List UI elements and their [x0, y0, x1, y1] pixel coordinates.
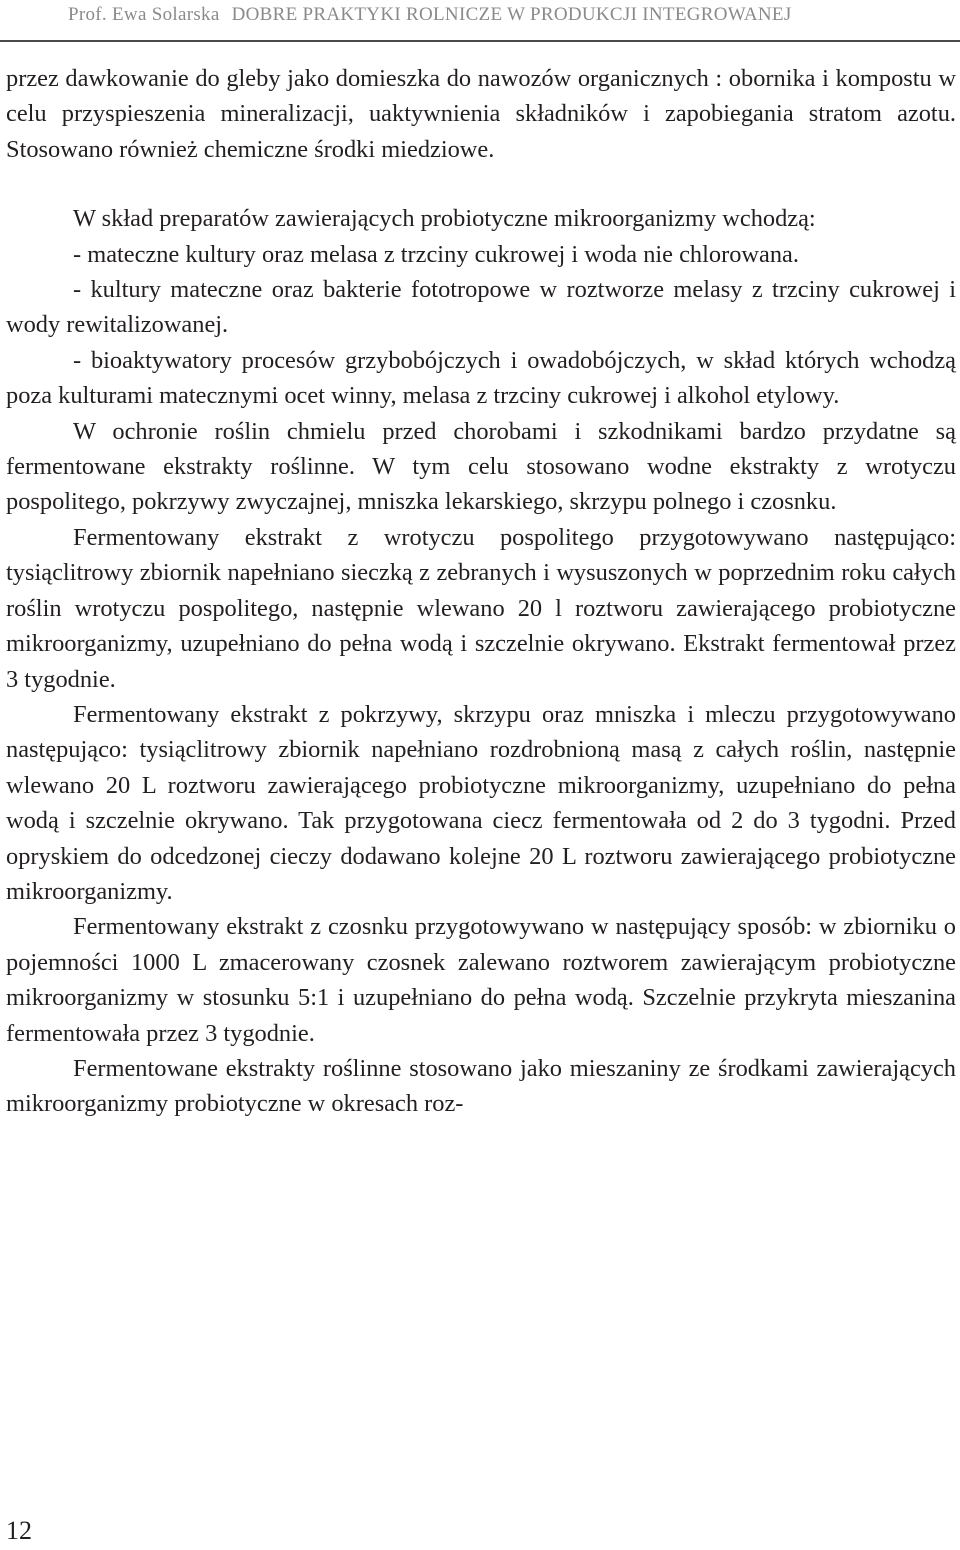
- paragraph-preparations-intro: W skład preparatów zawierających probiotyczne mikroorganizmy wchodzą:: [73, 205, 816, 233]
- page-number: 12: [6, 1516, 32, 1545]
- body-text: [6, 61, 956, 1122]
- paragraph-hop-protection: W ochronie roślin chmielu przed chorobami i szkodnikami bardzo przydatne są fermentowane ekstrakty roślinne. W tym celu stosowano wodne ekstrakty z wrotyczu pospolitego, pokrzywy zwyczajnej, mniszka lekarskiego, skrzypu polnego i czosnku.: [6, 417, 956, 516]
- list-item-bioactivators: - bioaktywatory procesów grzybobójczych i owadobójczych, w skład których wchodzą poza kulturami matecznymi ocet winny, melasa z trzciny cukrowej i alkohol etylowy.: [6, 346, 956, 410]
- paragraph-garlic-extract: Fermentowany ekstrakt z czosnku przygotowywano w następujący sposób: w zbiorniku o pojemności 1000 L zmacerowany czosnek zalewano roztworem zawierającym probiotyczne mikroorganizmy w stosunku 5:1 i uzupełniano do pełna wodą. Szczelnie przykryta mieszanina fermentowała przez 3 tygodnie.: [6, 913, 956, 1047]
- paragraph-mixtures: Fermentowane ekstrakty roślinne stosowano jako mieszaniny ze środkami zawierających mikroorganizmy probiotyczne w okresach roz-: [6, 1054, 956, 1118]
- paragraph-continuation: przez dawkowanie do gleby jako domieszka do nawozów organicznych : obornika i kompostu w celu przyspieszenia mineralizacji, uaktywnienia składników i zapobiegania stratom azotu. Stosowano również chemiczne środki miedziowe.: [6, 65, 956, 163]
- list-item-mother-cultures: - mateczne kultury oraz melasa z trzciny cukrowej i woda nie chlorowana.: [73, 240, 799, 268]
- header-author: Prof. Ewa Solarska: [68, 4, 220, 25]
- paragraph-tansy-extract: Fermentowany ekstrakt z wrotyczu pospolitego przygotowywano następująco: tysiąclitrowy zbiornik napełniano sieczką z zebranych i wysuszonych w poprzednim roku całych roślin wrotyczu pospolitego, następnie wlewano 20 l roztworu zawierającego probiotyczne mikroorganizmy, uzupełniano do pełna wodą i szczelnie okrywano. Ekstrakt fermentował przez 3 tygodnie.: [6, 523, 956, 693]
- running-header: [68, 3, 960, 27]
- paragraph-nettle-extract: Fermentowany ekstrakt z pokrzywy, skrzypu oraz mniszka i mleczu przygotowywano następująco: tysiąclitrowy zbiornik napełniano rozdrobnioną masą z całych roślin, następnie wlewano 20 L roztworu zawierającego probiotyczne mikroorganizmy, uzupełniano do pełna wodą i szczelnie okrywano. Tak przygotowana ciecz fermentowała od 2 do 3 tygodni. Przed opryskiem do odcedzonej cieczy dodawano kolejne 20 L roztworu zawierającego probiotyczne mikroorganizmy.: [6, 700, 956, 905]
- list-item-phototropic-bacteria: - kultury mateczne oraz bakterie fototropowe w roztworze melasy z trzciny cukrowej i wody rewitalizowanej.: [6, 276, 956, 339]
- header-rule: [0, 40, 960, 42]
- header-title: DOBRE PRAKTYKI ROLNICZE W PRODUKCJI INTEGROWANEJ: [231, 4, 792, 25]
